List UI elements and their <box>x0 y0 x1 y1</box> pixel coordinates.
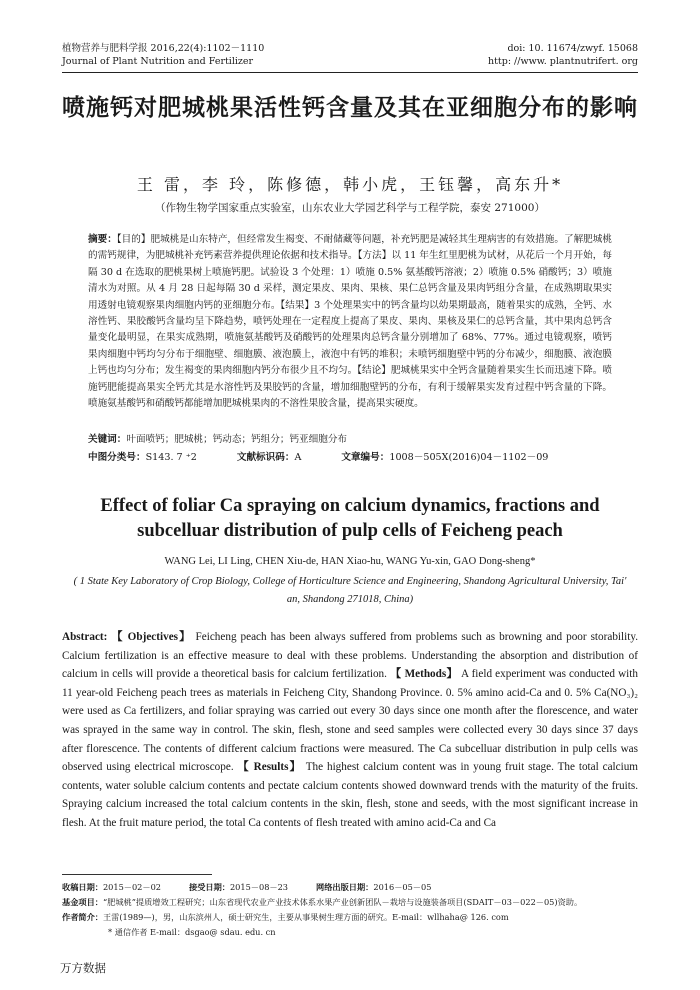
title-cn <box>0 90 700 126</box>
article-id-value: 1008－505X(2016)04－1102－09 <box>389 452 549 463</box>
abstract-cn-label: 摘要： <box>88 234 117 245</box>
title-en: Effect of foliar Ca spraying on calcium dynamics, fractions and subcelluar distribution of pulp cells of Feicheng peach <box>100 496 600 541</box>
doi: doi: 10. 11674/zwyf. 15068 <box>507 43 638 54</box>
corresponding-author: * 通信作者 E-mail：dsgao@ sdau. edu. cn <box>108 927 276 937</box>
title-cn-text: 喷施钙对肥城桃果活性钙含量及其在亚细胞分布的影响 <box>62 95 638 121</box>
clc-label: 中图分类号： <box>88 452 146 463</box>
article-id-label: 文章编号： <box>341 452 390 463</box>
author-bio-line <box>62 910 652 925</box>
authors-cn: 王 雷，李 玲，陈修德，韩小虎，王钰馨，高东升* <box>136 175 564 194</box>
dates-line <box>62 880 652 895</box>
funding-text: “肥城桃”提质增效工程研究；山东省现代农业产业技术体系水果产业创新团队－栽培与设施装备项目(SDAIT－03－022－05)资助。 <box>102 897 583 907</box>
header-rule <box>62 72 638 73</box>
online-date: 2016－05－05 <box>373 882 432 892</box>
author-bio-text: 王雷(1989—)，男，山东滨州人，硕士研究生，主要从事果树生理方面的研究。E-mail：wllhaha@ 126. com <box>102 912 509 922</box>
abstract-en-label: Abstract: <box>62 631 108 643</box>
journal-url[interactable]: http: //www. plantnutrifert. org <box>488 56 638 67</box>
author-bio-label: 作者简介： <box>62 912 103 922</box>
clc-value: S143. 7 ⁺2 <box>145 452 197 463</box>
footnote-rule <box>62 874 212 875</box>
footnotes <box>62 880 652 940</box>
authors-en: WANG Lei, LI Ling, CHEN Xiu-de, HAN Xiao-hu, WANG Yu-xin, GAO Dong-sheng* <box>164 556 536 567</box>
received-label: 收稿日期： <box>62 882 103 892</box>
accepted-date: 2015－08－23 <box>229 882 289 892</box>
objectives-label: 【 Objectives】 <box>111 631 192 643</box>
doc-code-label: 文献标识码： <box>236 452 295 463</box>
journal-name-en: Journal of Plant Nutrition and Fertilizer <box>62 56 254 67</box>
watermark: 万方数据 <box>60 961 106 975</box>
doc-code-value: A <box>294 452 302 463</box>
objectives-text: Feicheng peach has been always suffered from problems such as browning and poor storability. Calcium fertilization is an effective measure to deal with these problems. Understanding the absorption and distribution of calcium in cells will provide a theoretical basis for calcium fertilization. <box>62 631 639 681</box>
journal-info <box>62 42 264 68</box>
methods-label: 【 Methods】 <box>390 668 458 681</box>
funding-label: 基金项目： <box>62 897 103 907</box>
classification-cn <box>88 450 612 466</box>
keywords-cn-text: 叶面喷钙；肥城桃；钙动态；钙组分；钙亚细胞分布 <box>126 434 348 445</box>
results-label: 【 Results】 <box>237 761 302 774</box>
affiliation-en: ( 1 State Key Laboratory of Crop Biology, College of Horticulture Science and Engineering, Shandong Agricultural University, Tai' an, Shandong 271018, China) <box>73 576 627 605</box>
abstract-cn-text: 【目的】肥城桃是山东特产，但经常发生褐变、不耐储藏等问题，补充钙肥是减轻其生理病害的有效措施。了解肥城桃的需钙规律，为肥城桃补充钙素营养提供理论依据和技术指导。【方法】以 11 年生红里肥桃为试材，从花后一个月开始，每隔 30 d 在选取的肥桃果树上喷施钙肥。试验设 3 个处理：1）喷施 0.5% 氨基酸钙溶液；2）喷施 0.5% 硝酸钙；3）喷施清水为对照。从 4 月 28 日起每隔 30 d 采样，测定果皮、果肉、果核、果仁总钙含量及果肉钙组分含量，在成熟期取果实用透射电镜观察果肉细胞内钙的亚细胞分布。【结果】3 个处理果实中的钙含量均以幼果期最高，随着果实的成熟，全钙、水溶性钙、果胶酸钙含量均呈下降趋势，喷钙处理在一定程度上提高了果皮、果肉、果核及果仁的总钙含量，其中果肉总钙含量变化最明显，在果实成熟期，喷施氨基酸钙及硝酸钙的处理果肉总钙含量分别增加了 68%、77%。通过电镜观察，喷钙果肉细胞中钙均匀分布于细胞壁、细胞膜、液泡膜上，液泡中有钙的堆积；未喷钙细胞壁中钙的分布减少，细胞膜、液泡膜上钙也均匀分布；发生褐变的果肉细胞内钙分布很少且不均匀。【结论】肥城桃果实中全钙含量随着果实生长而迅速下降。喷施钙肥能提高果实全钙尤其是水溶性钙及果胶钙的含量，增加细胞壁钙的分布，有利于缓解果实发育过程中钙含量的下降。喷施氨基酸钙和硝酸钙都能增加肥城桃果肉的不溶性果胶含量，提高果实硬度。 <box>88 234 613 410</box>
keywords-cn <box>88 432 612 448</box>
received-date: 2015－02－02 <box>102 882 162 892</box>
methods-text: A field experiment was conducted with 11 year-old Feicheng peach trees as materials in Feicheng City, Shandong Province. 0. 5% amino acid-Ca and 0. 5% Ca(NO₃)₂ were used as Ca fertilizers, and foliar spraying was carried out every 30 days since one month after the florescence, and water was sprayed in the same way in control. The skin, flesh, stone and seed samples were collected every 30 days since 37 days after florescence. The contents of different calcium fractions were measured. The Ca subcelluar distribution in pulp cells was observed using electrical microscope. <box>62 668 638 774</box>
doi-info <box>488 42 638 68</box>
funding-line <box>62 895 652 910</box>
abstract-cn <box>88 232 612 412</box>
affiliation-cn: （作物生物学国家重点实验室，山东农业大学园艺科学与工程学院，泰安 271000） <box>155 202 545 214</box>
keywords-cn-label: 关键词： <box>88 434 127 445</box>
abstract-en <box>62 628 638 833</box>
accepted-label: 接受日期： <box>189 882 230 892</box>
online-label: 网络出版日期： <box>316 882 374 892</box>
results-text: The highest calcium content was in young fruit stage. The total calcium contents, water soluble calcium contents and pectate calcium contents showed downward trends with the maturity of the fruits. Spraying calcium increased the total calcium contents in the skin, flesh, stone and seeds, with the most significant increase in flesh. At the fruit mature period, the total Ca contents of flesh treated with amino acid-Ca and Ca <box>62 761 639 829</box>
journal-name-cn: 植物营养与肥料学报 2016,22(4):1102－1110 <box>62 43 265 54</box>
